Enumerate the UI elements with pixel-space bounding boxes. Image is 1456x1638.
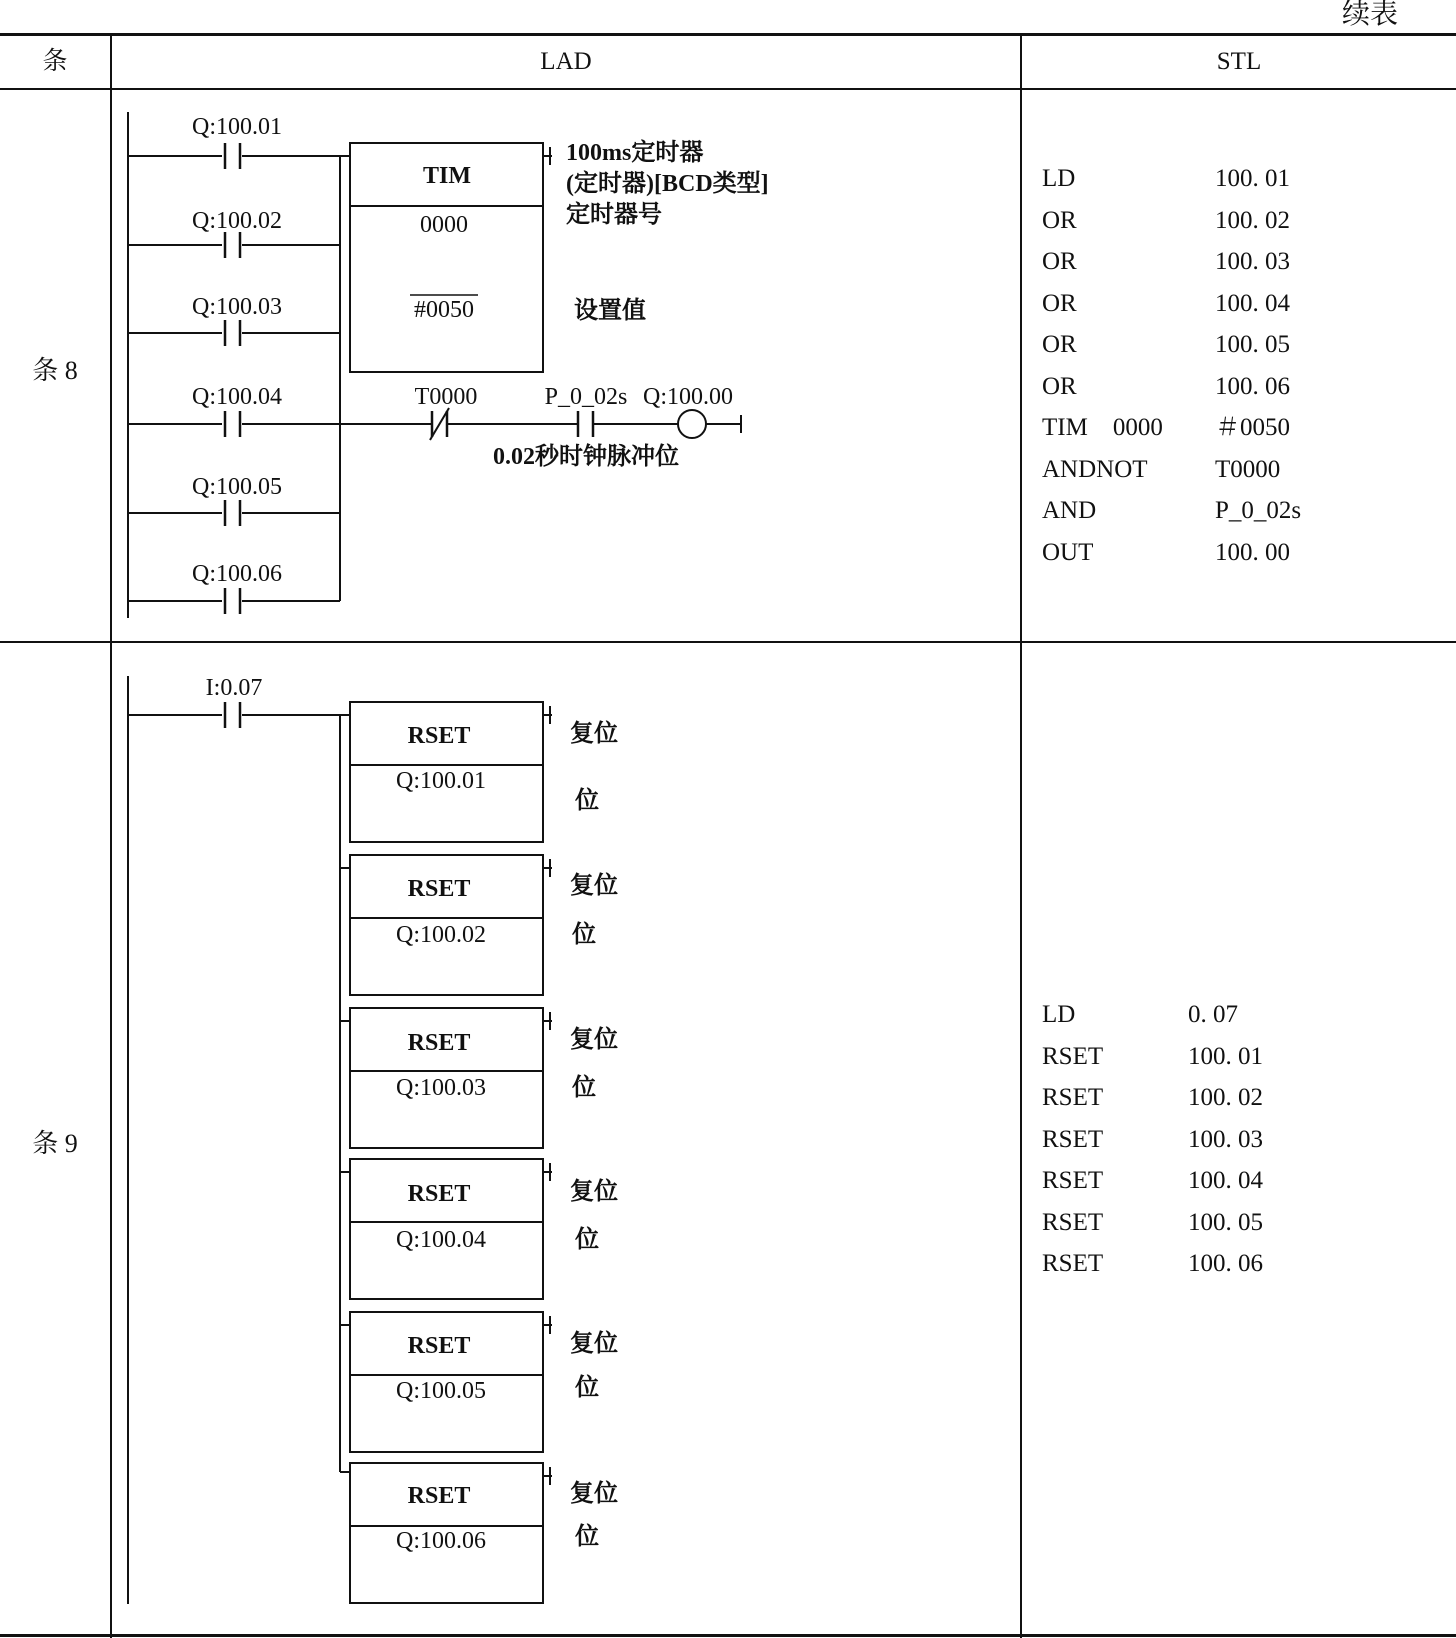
rset-note-2: 位 (575, 1375, 599, 1401)
tim-note-3: 定时器号 (566, 202, 662, 228)
tim-setting-note: 设置值 (574, 298, 646, 324)
rset-blocks (340, 702, 552, 1603)
rset-title: RSET (407, 1181, 471, 1207)
stl-line: TIM 0000 ＃0050 (1042, 414, 1291, 441)
rset-operand: Q:100.05 (396, 1378, 486, 1404)
stl-line: RSET 100. 04 (1042, 1167, 1263, 1194)
stl-line: RSET 100. 05 (1042, 1208, 1263, 1236)
rset-note-2: 位 (575, 1524, 599, 1550)
rset-note-1: 复位 (570, 1179, 618, 1205)
rung-9-label: 条 9 (32, 1129, 78, 1158)
nc-contact-label: T0000 (414, 384, 478, 410)
pulse-contact-label: P_0_02s (544, 384, 628, 410)
rset-note-1: 复位 (570, 1481, 618, 1507)
stl-line: RSET 100. 03 (1042, 1125, 1263, 1153)
stl-listing-rung-9 (1042, 994, 1442, 1285)
contact-label: Q:100.04 (192, 384, 282, 410)
contact-label: Q:100.03 (192, 294, 282, 320)
rset-operand: Q:100.03 (396, 1075, 486, 1101)
stl-line: OR 100. 06 (1042, 372, 1290, 400)
tim-note-2: (定时器)[BCD类型] (566, 171, 769, 197)
rset-title: RSET (407, 1333, 471, 1359)
stl-line: RSET 100. 01 (1042, 1042, 1263, 1070)
tim-setting: #0050 (414, 297, 474, 323)
header-col-stl: STL (1216, 48, 1262, 75)
rset-title: RSET (407, 1483, 471, 1509)
rung-9-contact-label: I:0.07 (205, 675, 263, 701)
header-col-rung: 条 (42, 48, 68, 75)
stl-line: LD 0. 07 (1042, 1001, 1238, 1028)
stl-line: RSET 100. 02 (1042, 1084, 1263, 1111)
stl-listing-rung-8 (1042, 158, 1442, 573)
stl-line: ANDNOT T0000 (1042, 455, 1281, 483)
stl-line: AND P_0_02s (1042, 497, 1302, 524)
stl-line: OUT 100. 00 (1042, 538, 1290, 566)
continued-label: 续表 (1341, 0, 1398, 30)
rset-note-2: 位 (575, 788, 599, 814)
stl-line: OR 100. 04 (1042, 289, 1290, 317)
tim-note-1: 100ms定时器 (566, 140, 704, 166)
rset-operand: Q:100.04 (396, 1227, 486, 1253)
rset-title: RSET (407, 1030, 471, 1056)
output-coil (678, 410, 706, 438)
contact-label: Q:100.06 (192, 561, 282, 587)
contact-label: Q:100.02 (192, 208, 282, 234)
coil-label: Q:100.00 (643, 384, 733, 410)
rset-note-1: 复位 (570, 873, 618, 899)
tim-title: TIM (423, 163, 471, 189)
contact-label: Q:100.01 (192, 114, 282, 140)
stl-line: RSET 100. 06 (1042, 1250, 1263, 1277)
stl-line: OR 100. 03 (1042, 248, 1290, 275)
rset-title: RSET (407, 876, 471, 902)
stl-line: OR 100. 05 (1042, 331, 1290, 358)
header-col-lad: LAD (540, 48, 592, 75)
tim-number: 0000 (420, 212, 468, 238)
rset-note-1: 复位 (570, 721, 618, 747)
rset-title: RSET (407, 723, 471, 749)
rung-8-label: 条 8 (32, 356, 78, 385)
contact-label: Q:100.05 (192, 474, 282, 500)
stl-line: LD 100. 01 (1042, 165, 1290, 192)
rset-note-2: 位 (575, 1227, 599, 1253)
rset-note-1: 复位 (570, 1027, 618, 1053)
rset-note-1: 复位 (570, 1331, 618, 1357)
pulse-note: 0.02秒时钟脉冲位 (493, 444, 679, 470)
rset-operand: Q:100.02 (396, 922, 486, 948)
rset-note-2: 位 (572, 922, 596, 948)
stl-line: OR 100. 02 (1042, 206, 1290, 234)
rset-operand: Q:100.06 (396, 1528, 486, 1554)
rset-operand: Q:100.01 (396, 768, 486, 794)
rset-note-2: 位 (572, 1075, 596, 1101)
